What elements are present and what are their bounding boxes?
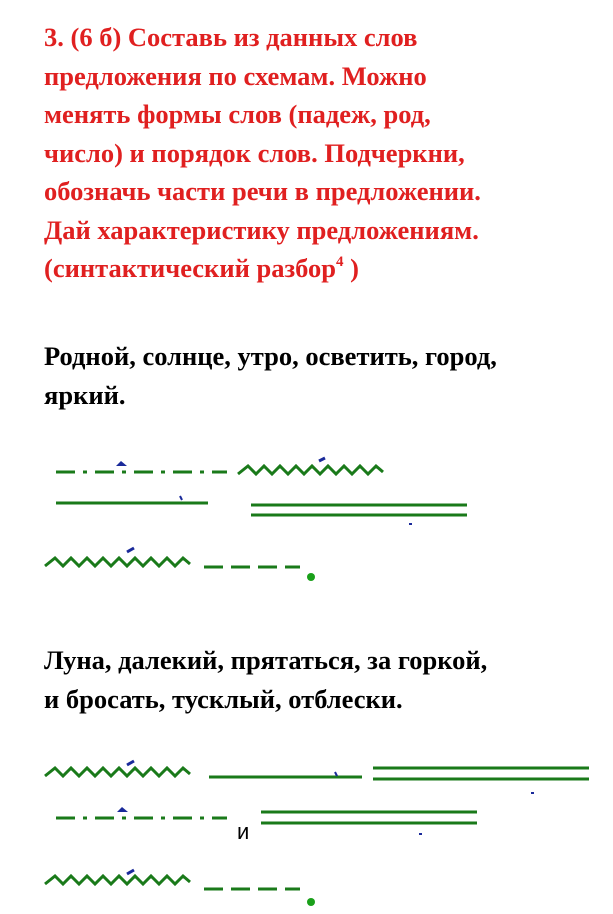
sentence-end-dot <box>307 898 315 906</box>
task-line: Дай характеристику предложениям. <box>44 214 479 245</box>
exercise-1-scheme <box>0 452 613 592</box>
words-line: Луна, далекий, прятаться, за горкой, <box>44 645 488 675</box>
scheme-1-row-2 <box>45 558 300 567</box>
scheme-2-row-1 <box>45 768 589 779</box>
exercise-1-words <box>44 337 609 414</box>
predicate-wave-underline <box>45 876 190 884</box>
task-line: предложения по схемам. Можно <box>44 60 427 91</box>
task-line: менять формы слов (падеж, род, <box>44 99 431 129</box>
task-last-close: ) <box>343 253 359 283</box>
task-line: число) и порядок слов. Подчеркни, <box>44 137 465 168</box>
conjunction-label: и <box>237 819 250 844</box>
accent-mark <box>319 458 325 461</box>
task-line: 3. (6 б) Составь из данных слов <box>44 22 418 52</box>
task-instructions <box>44 18 604 288</box>
accent-mark <box>127 870 134 874</box>
accent-mark <box>117 807 128 812</box>
accent-mark <box>531 792 534 794</box>
predicate-double-underline <box>373 768 589 779</box>
predicate-double-underline <box>251 505 467 515</box>
predicate-wave-underline <box>45 558 190 566</box>
exercise-2-scheme <box>0 756 613 912</box>
predicate-double-underline <box>261 812 477 823</box>
task-last-text: (синтактический разбор <box>44 253 337 283</box>
task-line: обозначь части речи в предложении. <box>44 176 481 206</box>
accent-mark <box>116 461 127 466</box>
words-line: Родной, солнце, утро, осветить, город, <box>44 341 497 371</box>
predicate-wave-underline <box>238 466 383 474</box>
task-line-last <box>44 249 604 288</box>
words-line: яркий. <box>44 379 126 410</box>
scheme-2-row-2 <box>56 812 477 823</box>
words-line: и бросать, тусклый, отблески. <box>44 683 403 714</box>
accent-mark <box>127 548 134 552</box>
accent-mark <box>409 523 412 525</box>
accent-mark <box>127 761 134 765</box>
footnote-mark: 4 <box>336 254 344 270</box>
accent-mark <box>180 496 182 500</box>
exercise-2-words <box>44 641 609 718</box>
scheme-1-row-1 <box>56 466 467 515</box>
scheme-2-row-3 <box>45 876 300 889</box>
accent-mark <box>419 833 422 835</box>
accent-mark <box>335 772 337 776</box>
sentence-end-dot <box>307 573 315 581</box>
predicate-wave-underline <box>45 768 190 776</box>
